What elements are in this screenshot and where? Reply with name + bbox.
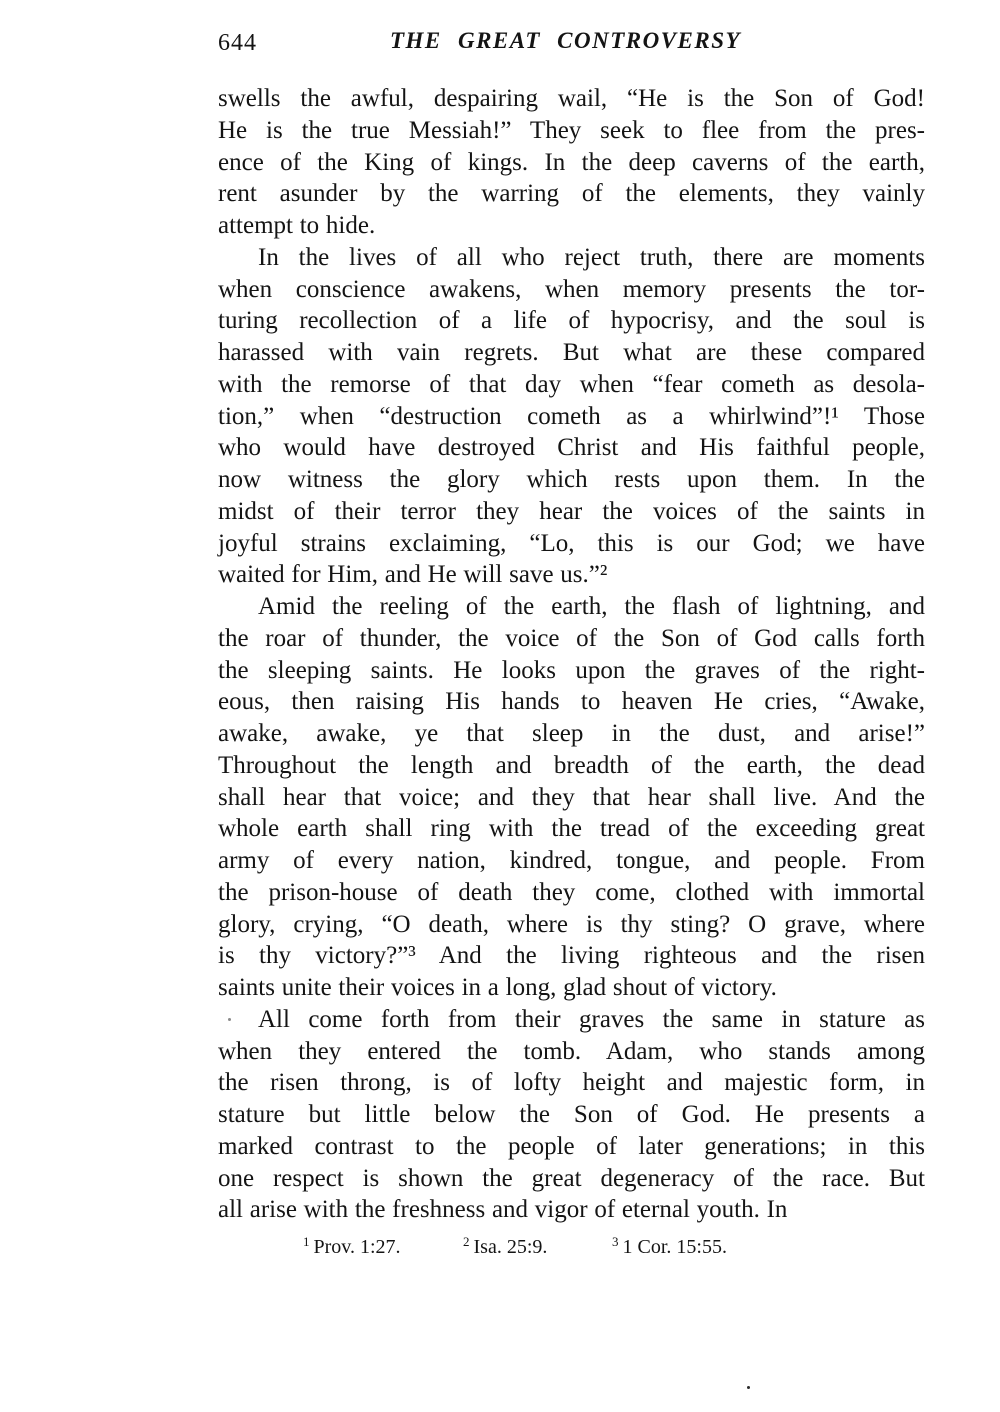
- footnote: [303, 1234, 401, 1259]
- text-line: the risen throng, is of lofty height and majestic form, in: [218, 1069, 925, 1097]
- text-line: who would have destroyed Christ and His faithful people,: [218, 434, 925, 462]
- text-line: turing recollection of a life of hypocrisy, and the soul is: [218, 307, 925, 335]
- text-line: attempt to hide.: [218, 212, 376, 239]
- running-title: THE GREAT CONTROVERSY: [389, 28, 742, 53]
- footnote-marker: 2: [463, 1234, 470, 1249]
- text-line: saints unite their voices in a long, glad shout of victory.: [218, 974, 777, 1001]
- text-line: the prison-house of death they come, clothed with immortal: [218, 878, 925, 906]
- footnote: [612, 1234, 727, 1259]
- paragraph: [218, 591, 925, 1004]
- text-line: now witness the glory which rests upon them. In the: [218, 466, 925, 493]
- text-line: tion,” when “destruction cometh as a whirlwind”!¹ Those: [218, 402, 925, 430]
- text-line: awake, awake, ye that sleep in the dust, and arise!”: [218, 720, 925, 747]
- text-line: rent asunder by the warring of the elements, they vainly: [218, 180, 925, 208]
- scan-artifact-dot: [228, 1018, 231, 1021]
- text-line: whole earth shall ring with the tread of the exceeding great: [218, 815, 925, 843]
- text-line: He is the true Messiah!” They seek to flee from the pres-: [218, 116, 925, 144]
- text-line: harassed with vain regrets. But what are these compared: [218, 339, 925, 366]
- footnote-text: Isa. 25:9.: [473, 1236, 548, 1258]
- footnote-text: Prov. 1:27.: [313, 1236, 401, 1258]
- paragraph: [218, 1004, 925, 1226]
- text-line: one respect is shown the great degeneracy of the race. But: [218, 1164, 925, 1192]
- text-line: In the lives of all who reject truth, there are moments: [258, 243, 925, 271]
- footnotes: [0, 1234, 1000, 1264]
- text-line: waited for Him, and He will save us.”²: [218, 561, 608, 589]
- text-line: when conscience awakens, when memory presents the tor-: [218, 275, 925, 303]
- footnote-marker: 3: [612, 1234, 619, 1249]
- text-line: marked contrast to the people of later generations; in this: [218, 1132, 925, 1160]
- text-line: ence of the King of kings. In the deep caverns of the earth,: [218, 148, 925, 176]
- text-line: midst of their terror they hear the voices of the saints in: [218, 497, 925, 525]
- text-line: joyful strains exclaiming, “Lo, this is our God; we have: [218, 529, 925, 557]
- text-line: shall hear that voice; and they that hear shall live. And the: [218, 783, 925, 811]
- text-line: all arise with the freshness and vigor of eternal youth. In: [218, 1196, 788, 1224]
- page-header: [218, 28, 925, 58]
- text-line: when they entered the tomb. Adam, who stands among: [218, 1037, 925, 1065]
- text-line: swells the awful, despairing wail, “He is the Son of God!: [218, 85, 925, 112]
- paragraph: [218, 83, 925, 242]
- text-line: is thy victory?”³ And the living righteous and the risen: [218, 942, 925, 970]
- footnote-text: 1 Cor. 15:55.: [622, 1236, 727, 1258]
- footnote-marker: 1: [303, 1234, 310, 1249]
- text-line: the roar of thunder, the voice of the Son of God calls forth: [218, 624, 925, 652]
- text-line: stature but little below the Son of God. He presents a: [218, 1101, 925, 1128]
- body-text: [218, 83, 925, 1226]
- scan-artifact-dot: [747, 1386, 750, 1389]
- text-line: glory, crying, “O death, where is thy sting? O grave, where: [218, 910, 925, 938]
- text-line: army of every nation, kindred, tongue, and people. From: [218, 847, 925, 874]
- text-line: eous, then raising His hands to heaven He cries, “Awake,: [218, 688, 925, 716]
- page-number: 644: [218, 30, 257, 56]
- text-line: with the remorse of that day when “fear cometh as desola-: [218, 370, 925, 398]
- paragraph: [218, 242, 925, 591]
- text-line: Throughout the length and breadth of the earth, the dead: [218, 751, 925, 779]
- text-line: Amid the reeling of the earth, the flash of lightning, and: [258, 593, 925, 620]
- text-line: All come forth from their graves the same in stature as: [258, 1005, 925, 1033]
- footnote: [463, 1234, 547, 1259]
- text-line: the sleeping saints. He looks upon the graves of the right-: [218, 656, 925, 684]
